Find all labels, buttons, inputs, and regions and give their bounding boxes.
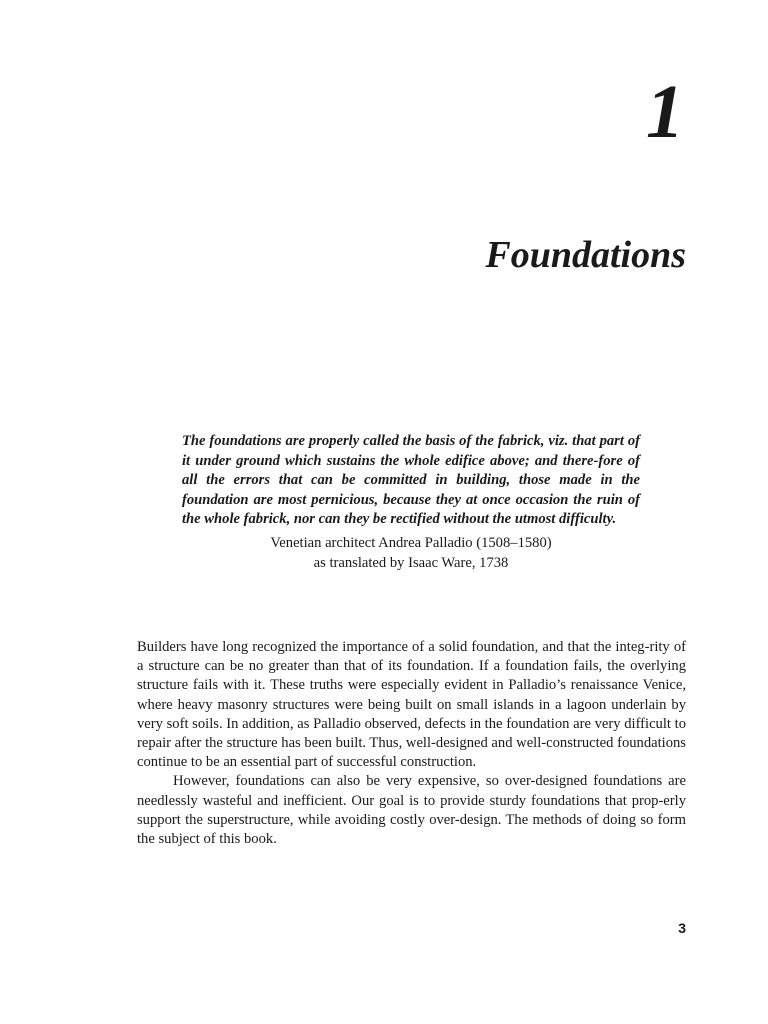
attribution-translator: as translated by Isaac Ware, 1738 bbox=[313, 554, 509, 571]
page-number: 3 bbox=[678, 920, 686, 936]
body-text bbox=[137, 638, 686, 849]
body-paragraph-1: Builders have long recognized the importance of a solid foundation, and that the integ-rity of a structure can be no greater than that of its foundation. If a foundation fails, the overlying structure fails with it. These truths were especially evident in Palladio’s renaissance Venice, where heavy masonry structures were being built on small islands in a lagoon underlain by very soft soils. In addition, as Palladio observed, defects in the foundation are very difficult to repair after the structure has been built. Thus, well-designed and well-constructed foundations continue to be an essential part of successful construction. bbox=[137, 639, 686, 771]
epigraph-quote: The foundations are properly called the basis of the fabrick, viz. that part of it under ground which sustains the whole edifice above; and there-fore of all the errors that can be committed in building, those made in the foundation are most pernicious, because they at once occasion the ruin of the whole fabrick, nor can they be rectified without the utmost difficulty. bbox=[182, 433, 640, 528]
chapter-number: 1 bbox=[646, 70, 684, 154]
epigraph-attribution bbox=[182, 533, 640, 573]
chapter-title: Foundations bbox=[485, 234, 686, 276]
body-paragraph-2: However, foundations can also be very expensive, so over-designed foundations are needlessly wasteful and inefficient. Our goal is to provide sturdy foundations that prop-erly support the superstructure, while avoiding costly over-design. The methods of doing so form the subject of this book. bbox=[137, 773, 686, 848]
attribution-author: Venetian architect Andrea Palladio (1508–1580) bbox=[270, 534, 552, 551]
epigraph bbox=[182, 432, 640, 573]
